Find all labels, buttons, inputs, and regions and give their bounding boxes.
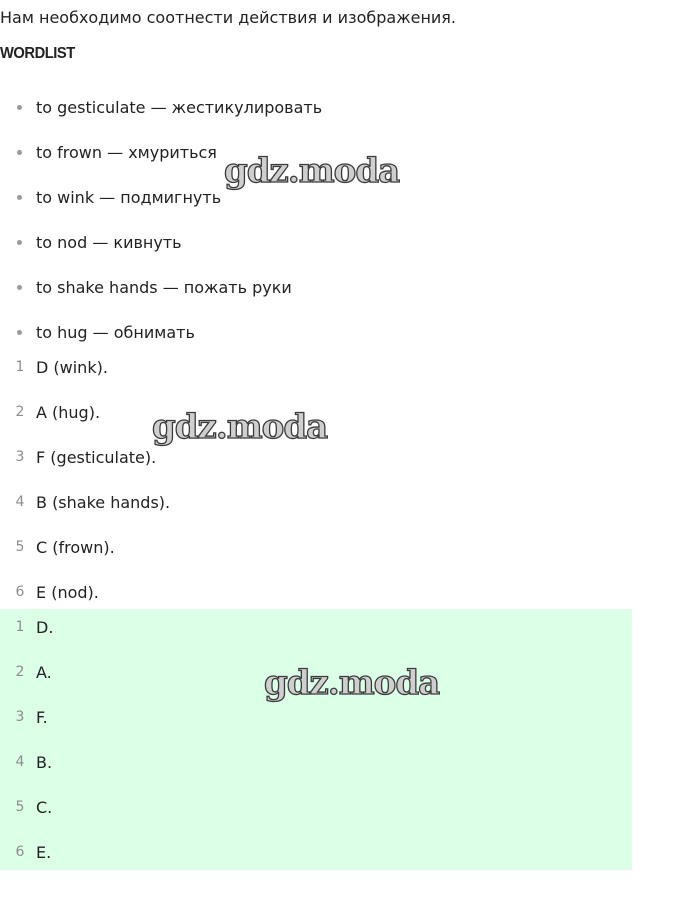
wordlist-item xyxy=(0,130,322,175)
item-number: 3 xyxy=(15,449,25,465)
wordlist-item-text: to shake hands — пожать руки xyxy=(36,278,292,297)
bullet-icon xyxy=(17,150,22,155)
answer-item xyxy=(0,785,53,830)
item-number: 6 xyxy=(15,584,25,600)
watermark-logo: gdz.moda xyxy=(152,407,328,447)
answer-item xyxy=(0,695,53,740)
match-text: C (frown). xyxy=(36,538,115,557)
wordlist-item-text: to gesticulate — жестикулировать xyxy=(36,98,323,117)
answer-text: C. xyxy=(36,798,53,817)
bullet-icon xyxy=(17,195,22,200)
match-item xyxy=(0,435,170,480)
bullet-icon xyxy=(17,240,22,245)
match-item xyxy=(0,525,170,570)
answer-text: D. xyxy=(36,618,54,637)
wordlist-item-text: to wink — подмигнуть xyxy=(36,188,222,207)
bullet-icon xyxy=(17,330,22,335)
match-text: F (gesticulate). xyxy=(36,448,157,467)
wordlist xyxy=(0,85,322,355)
answer-text: B. xyxy=(36,753,53,772)
wordlist-item-text: to nod — кивнуть xyxy=(36,233,182,252)
match-text: B (shake hands). xyxy=(36,493,171,512)
answer-item xyxy=(0,605,53,650)
wordlist-item xyxy=(0,265,322,310)
item-number: 1 xyxy=(15,619,25,635)
intro-text: Нам необходимо соотнести действия и изображения. xyxy=(0,8,457,27)
item-number: 2 xyxy=(15,664,25,680)
item-number: 2 xyxy=(15,404,25,420)
bullet-icon xyxy=(17,105,22,110)
item-number: 3 xyxy=(15,709,25,725)
match-text: A (hug). xyxy=(36,403,101,422)
answer-item xyxy=(0,650,53,695)
match-item xyxy=(0,390,170,435)
match-text: E (nod). xyxy=(36,583,99,602)
watermark-logo: gdz.moda xyxy=(224,151,400,191)
match-list xyxy=(0,345,170,615)
answer-text: F. xyxy=(36,708,48,727)
item-number: 5 xyxy=(15,539,25,555)
watermark-logo: gdz.moda xyxy=(264,663,440,703)
wordlist-item-text: to frown — хмуриться xyxy=(36,143,217,162)
wordlist-item-text: to hug — обнимать xyxy=(36,323,195,342)
answer-block xyxy=(0,609,632,870)
bullet-icon xyxy=(17,285,22,290)
answer-item xyxy=(0,830,53,875)
item-number: 6 xyxy=(15,844,25,860)
wordlist-item xyxy=(0,85,322,130)
answer-text: A. xyxy=(36,663,52,682)
answer-item xyxy=(0,740,53,785)
wordlist-item xyxy=(0,220,322,265)
match-item xyxy=(0,480,170,525)
item-number: 4 xyxy=(15,494,25,510)
wordlist-item xyxy=(0,175,322,220)
match-item xyxy=(0,345,170,390)
item-number: 1 xyxy=(15,359,25,375)
item-number: 4 xyxy=(15,754,25,770)
match-text: D (wink). xyxy=(36,358,108,377)
item-number: 5 xyxy=(15,799,25,815)
answer-text: E. xyxy=(36,843,52,862)
answer-list xyxy=(0,605,53,875)
wordlist-heading: WORDLIST xyxy=(0,45,75,62)
